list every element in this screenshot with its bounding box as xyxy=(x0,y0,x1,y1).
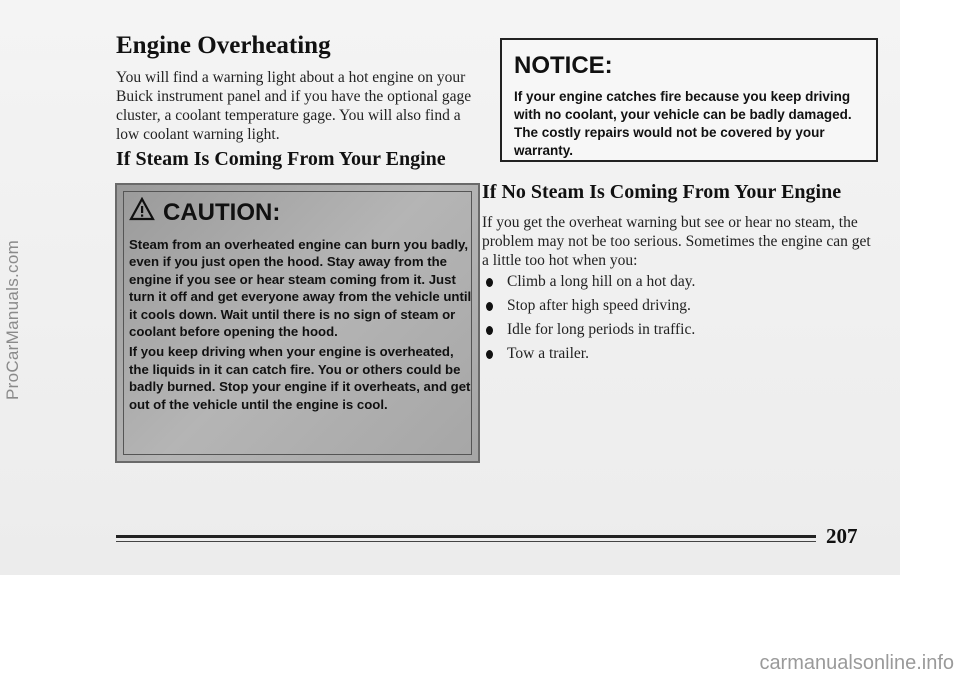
list-item xyxy=(482,318,862,342)
caution-paragraph-2: If you keep driving when your engine is overheated, the liquids in it can catch fire. You or others could be badly burned. Stop your engine if it overheats, and get out of the vehicle until the engine is cool. xyxy=(129,344,471,412)
bullet-icon xyxy=(486,326,493,335)
list-item xyxy=(482,270,862,294)
intro-paragraph: You will find a warning light about a hot engine on your Buick instrument panel and if you have the optional gage cluster, a coolant temperature gage. You will also find a low coolant warning light. xyxy=(116,69,472,143)
overheat-causes-list xyxy=(482,270,862,366)
list-item xyxy=(482,294,862,318)
caution-paragraph-1: Steam from an overheated engine can burn you badly, even if you just open the hood. Stay away from the engine if you see or hear steam coming from it. Just turn it off and get everyone away from the vehicle until it cools down. Wait until there is no sign of steam or coolant before opening the hood. xyxy=(129,237,472,340)
no-steam-intro: If you get the overheat warning but see or hear no steam, the problem may not be too serious. Sometimes the engine can get a little too hot when you: xyxy=(482,214,871,269)
warning-triangle-icon xyxy=(129,197,155,228)
list-item-text: Climb a long hill on a hot day. xyxy=(507,273,696,290)
notice-text: If your engine catches fire because you keep driving with no coolant, your vehicle can be badly damaged. The costly repairs would not be covered by your warranty. xyxy=(514,89,852,158)
watermark-carmanualsonline: carmanualsonline.info xyxy=(759,652,954,674)
bullet-icon xyxy=(486,302,493,311)
list-item xyxy=(482,342,862,366)
notice-box xyxy=(500,38,878,162)
notice-heading: NOTICE: xyxy=(514,52,613,79)
watermark-procarmanuals: ProCarManuals.com xyxy=(3,239,22,401)
bullet-icon xyxy=(486,350,493,359)
page-number: 207 xyxy=(826,524,858,548)
page-title: Engine Overheating xyxy=(116,32,331,59)
caution-heading: CAUTION: xyxy=(163,198,281,226)
footer-rule xyxy=(116,535,816,538)
list-item-text: Tow a trailer. xyxy=(507,345,589,362)
caution-text xyxy=(129,236,474,416)
section-heading-no-steam: If No Steam Is Coming From Your Engine xyxy=(482,181,842,203)
section-heading-steam: If Steam Is Coming From Your Engine xyxy=(116,148,446,170)
caution-header xyxy=(129,197,280,228)
caution-box xyxy=(115,183,480,463)
bullet-icon xyxy=(486,278,493,287)
list-item-text: Stop after high speed driving. xyxy=(507,297,691,314)
list-item-text: Idle for long periods in traffic. xyxy=(507,321,696,338)
footer-rule-thin xyxy=(116,541,816,542)
